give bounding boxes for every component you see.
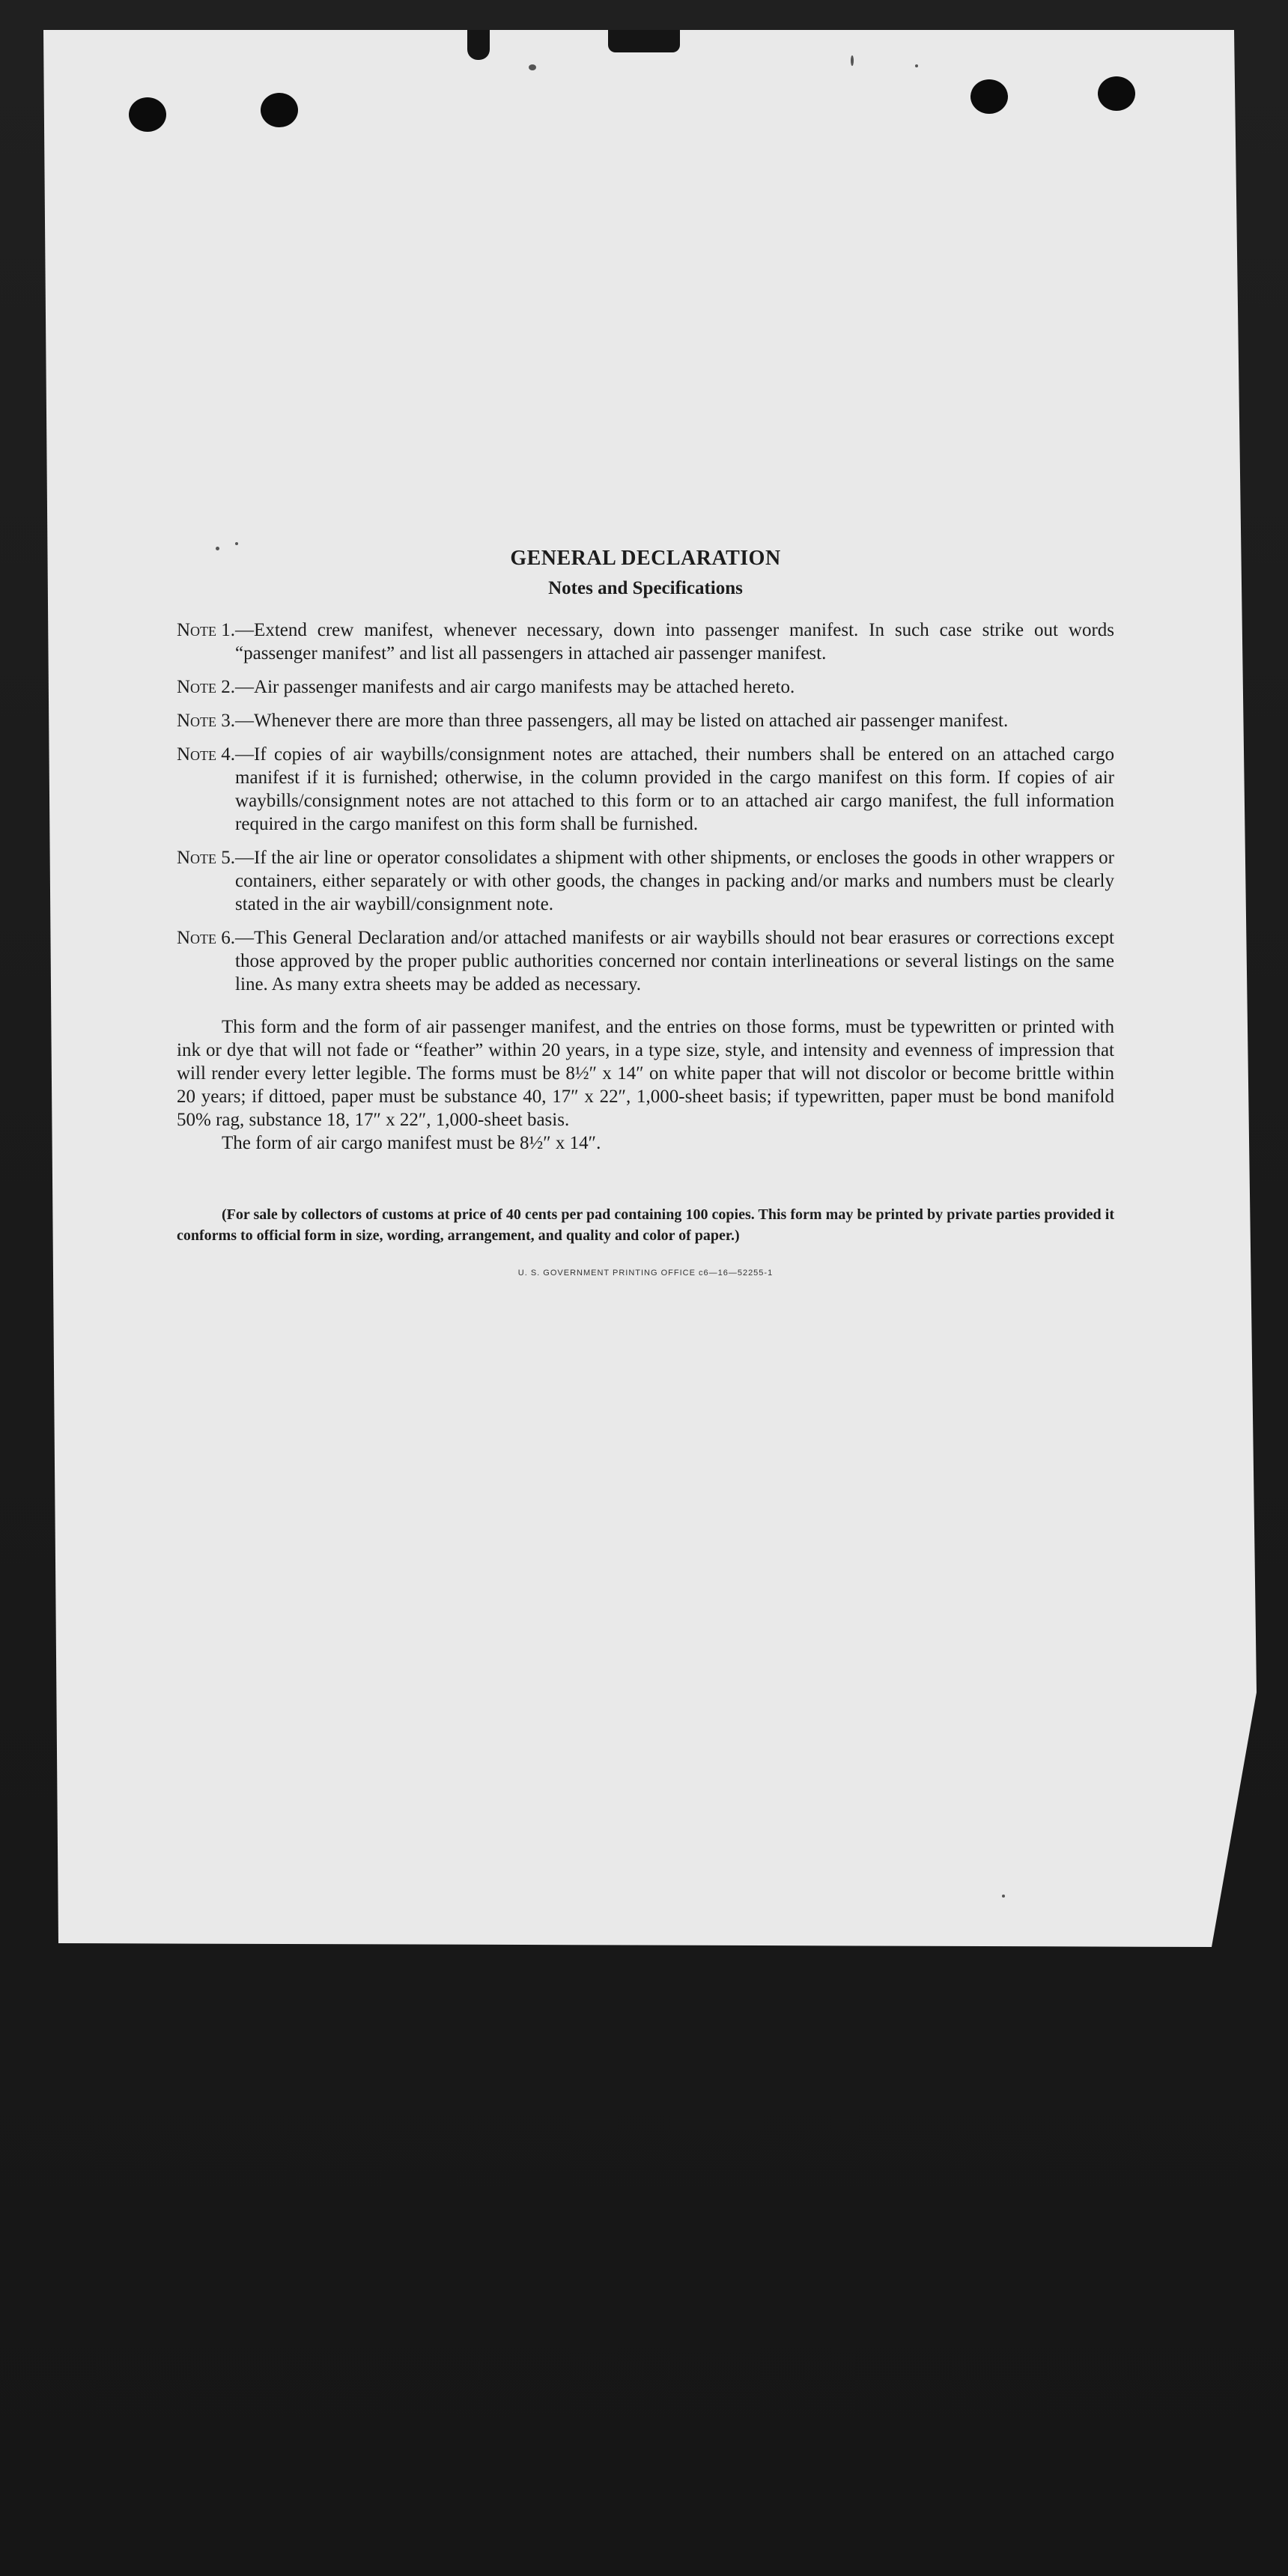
punch-hole [129, 97, 166, 132]
sale-notice: (For sale by collectors of customs at price of 40 cents per pad containing 100 copies. This form may be printed by private parties provided it conforms to official form in size, wording, arrangement, and quality and color of paper.) [177, 1206, 1114, 1244]
note-text: —This General Declaration and/or attached manifests or air waybills should not bear erasures or corrections except those approved by the proper public authorities concerned nor contain interlineations or several listings on the same line. As many extra sheets may be added as necessary. [235, 928, 1114, 994]
note-text: —If the air line or operator consolidates a shipment with other shipments, or encloses the goods in other wrappers or containers, either separately or with other goods, the changes in packing and/or marks and numbers must be clearly stated in the air waybill/consignment note. [235, 848, 1114, 914]
torn-edge [467, 30, 490, 60]
note-label: Note 3. [177, 711, 236, 731]
note-text: —Whenever there are more than three passengers, all may be listed on attached air passenger manifest. [235, 711, 1009, 731]
printing-office-line: U. S. GOVERNMENT PRINTING OFFICE c6—16—52255-1 [517, 1269, 774, 1278]
punch-hole [970, 79, 1008, 114]
speck [235, 542, 238, 545]
note-label: Note 5. [177, 848, 236, 868]
note-label: Note 2. [177, 677, 236, 697]
note-5 [177, 846, 1114, 916]
punch-hole [1098, 76, 1135, 111]
note-4 [177, 743, 1114, 836]
note-3 [177, 709, 1114, 732]
declaration-content [177, 547, 1114, 1278]
punch-hole [261, 93, 298, 127]
note-text: —Air passenger manifests and air cargo manifests may be attached hereto. [235, 677, 795, 697]
note-label: Note 1. [177, 620, 236, 640]
cargo-manifest-size-line: The form of air cargo manifest must be 8½″ x 14″. [222, 1133, 601, 1153]
paper-specification-paragraph: This form and the form of air passenger manifest, and the entries on those forms, must be typewritten or printed with ink or dye that will not fade or “feather” within 20 years, in a type size, style, and intensity and evenness of impression that will render every letter legible. The forms must be 8½″ x 14″ on white paper that will not discolor or become brittle within 20 years; if dittoed, paper must be substance 40, 17″ x 22″, 1,000-sheet basis; if typewritten, paper must be bond manifold 50% rag, substance 18, 17″ x 22″, 1,000-sheet basis. [177, 1017, 1114, 1130]
speck [529, 64, 536, 70]
document-subtitle: Notes and Specifications [548, 578, 743, 598]
note-2 [177, 675, 1114, 699]
note-text: —Extend crew manifest, whenever necessary, down into passenger manifest. In such case strike out words “passenger manifest” and list all passengers in attached air passenger manifest. [235, 620, 1114, 663]
note-6 [177, 926, 1114, 996]
note-label: Note 6. [177, 928, 236, 948]
speck [851, 55, 854, 66]
document-title: GENERAL DECLARATION [510, 547, 781, 570]
speck [915, 64, 918, 67]
note-1 [177, 619, 1114, 665]
note-text: —If copies of air waybills/consignment notes are attached, their numbers shall be entered on an attached cargo manifest if it is furnished; otherwise, in the column provided in the cargo manifest on this form. If copies of air waybills/consignment notes are not attached to this form or to an attached air cargo manifest, the full information required in the cargo manifest on this form shall be furnished. [235, 744, 1114, 834]
note-label: Note 4. [177, 744, 236, 765]
torn-edge [608, 30, 680, 52]
speck [1002, 1895, 1005, 1898]
